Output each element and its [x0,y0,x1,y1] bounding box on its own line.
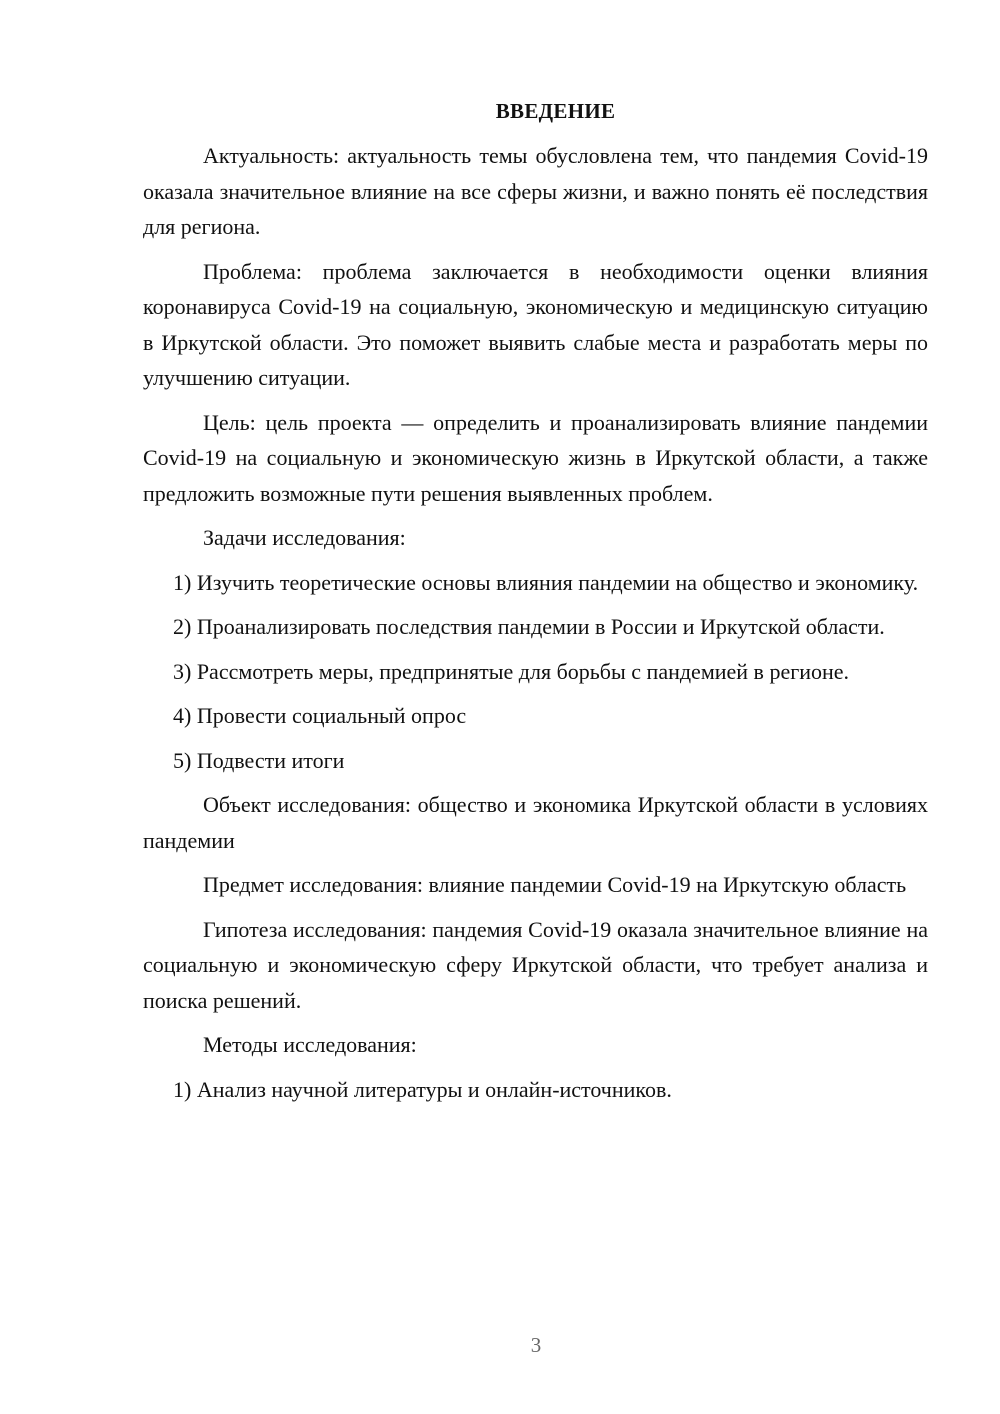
subject-paragraph: Предмет исследования: влияние пандемии Covid-19 на Иркутскую область [203,872,907,897]
task-item-4: 4) Провести социальный опрос [173,703,467,728]
problem-paragraph: Проблема: проблема заключается в необходимости оценки влияния коронавируса Covid-19 на социальную, экономическую и медицинскую ситуацию в Иркутской области. Это поможет выявить слабые места и разработать меры по улучшению ситуации. [143,258,928,390]
page-body [143,96,928,1107]
hypothesis-paragraph: Гипотеза исследования: пандемия Covid-19 оказала значительное влияние на социальную и экономическую сферу Иркутской области, что требует анализа и поиска решений. [143,916,928,1013]
task-item-1: 1) Изучить теоретические основы влияния пандемии на общество и экономику. [173,569,919,595]
method-item-1: 1) Анализ научной литературы и онлайн-источников. [173,1076,672,1102]
page-number: 3 [530,1333,542,1357]
task-item-5: 5) Подвести итоги [173,747,345,773]
methods-heading: Методы исследования: [203,1032,417,1057]
task-item-2: 2) Проанализировать последствия пандемии в России и Иркутской области. [173,614,885,639]
object-paragraph: Объект исследования: общество и экономика Иркутской области в условиях пандемии [143,792,928,853]
task-item-3: 3) Рассмотреть меры, предпринятые для борьбы с пандемией в регионе. [173,658,850,684]
tasks-heading: Задачи исследования: [203,525,406,550]
relevance-paragraph: Актуальность: актуальность темы обусловлена тем, что пандемия Covid-19 оказала значительное влияние на все сферы жизни, и важно понять её последствия для региона. [143,143,928,239]
section-heading: ВВЕДЕНИЕ [495,99,616,123]
goal-paragraph: Цель: цель проекта — определить и проанализировать влияние пандемии Covid-19 на социальную и экономическую жизнь в Иркутской области, а также предложить возможные пути решения выявленных проблем. [143,409,928,506]
